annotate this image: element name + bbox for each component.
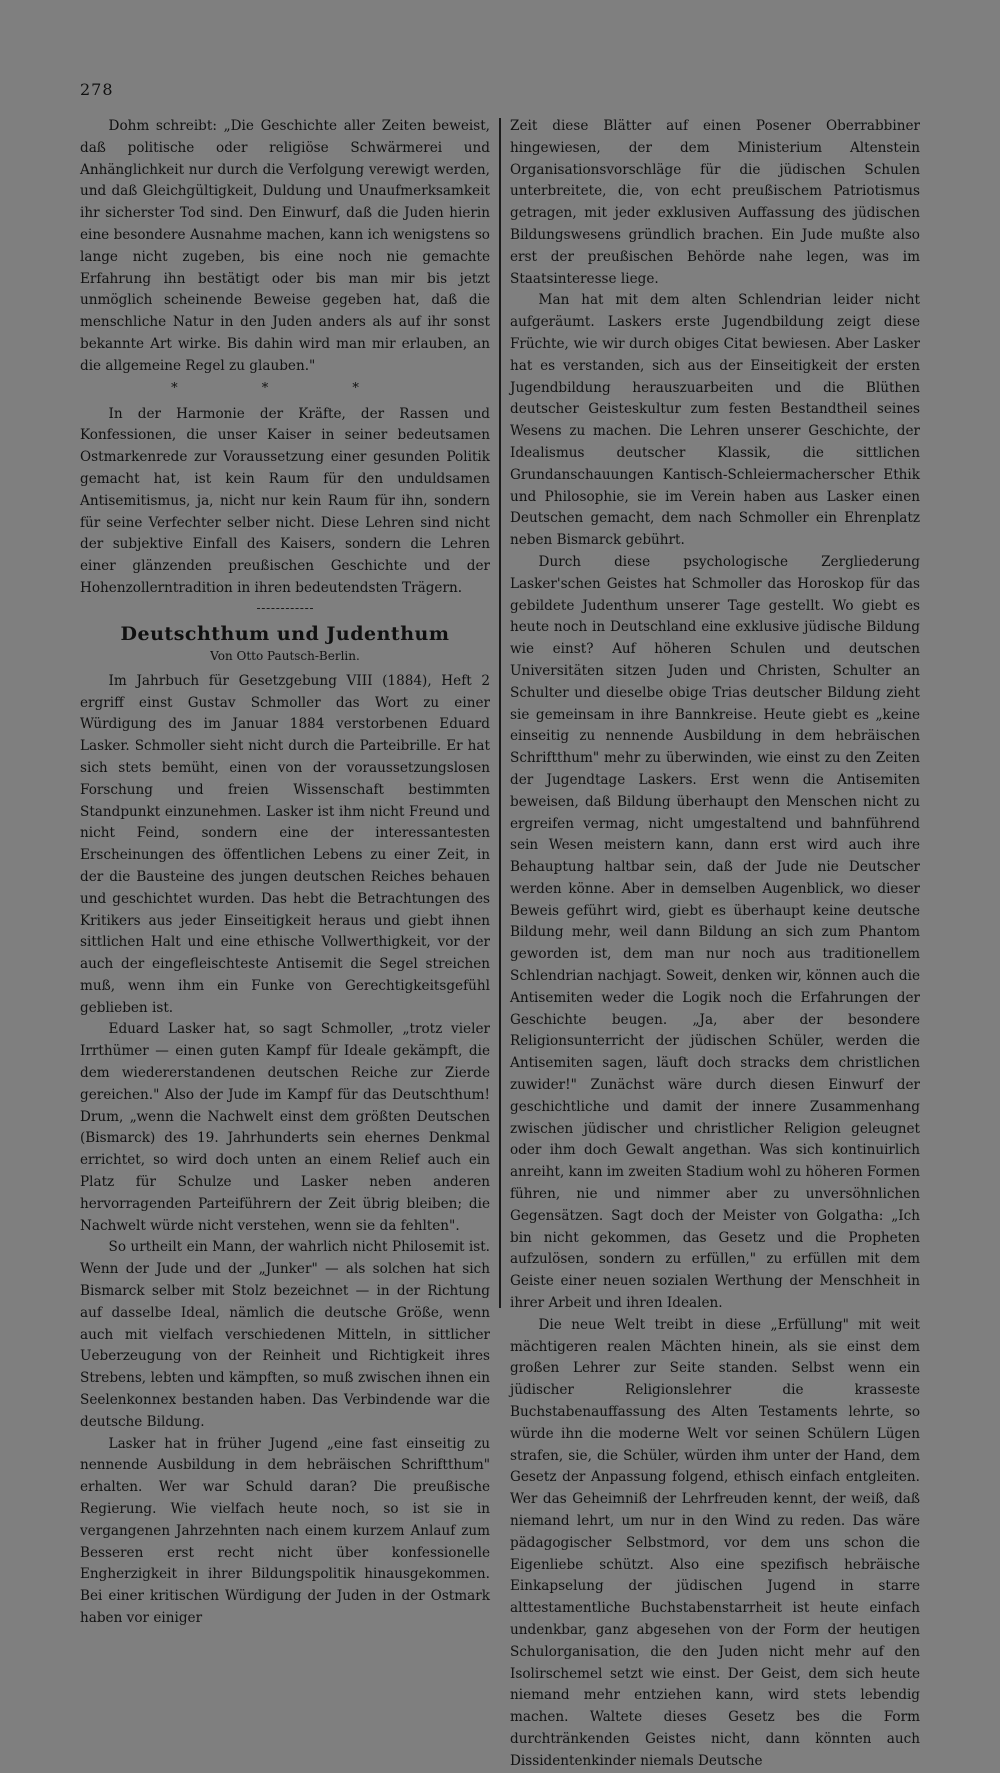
- paragraph: Lasker hat in früher Jugend „eine fast einseitig zu nennende Ausbildung in dem hebräischen Schriftthum" erhalten. Wer war Schuld daran? Die preußische Regierung. Wie vielfach heute noch, so ist sie in vergangenen Jahrzehnten nach einem kurzem Anlauf zum Besseren erst recht nicht über konfessionelle Engherzigkeit in ihrer Bildungspolitik hinausgekommen. Bei einer kritischen Würdigung der Juden in der Ostmark haben vor einiger: [80, 1435, 490, 1626]
- paragraph: Zeit diese Blätter auf einen Posener Oberrabbiner hingewiesen, der dem Ministerium Altenstein Organisationsvorschläge für die jüdischen Schulen unterbreitete, die, von echt preußischem Patriotismus getragen, mit jeder exklusiven Auffassung des jüdischen Bildungswesens gründlich brachen. Ein Jude mußte also erst der preußischen Behörde nahe legen, was im Staatsinteresse liege.: [510, 118, 920, 287]
- right-column: [510, 116, 920, 1773]
- left-column: [80, 116, 490, 1630]
- paragraph: Im Jahrbuch für Gesetzgebung VIII (1884), Heft 2 ergriff einst Gustav Schmoller das Wort zu einer Würdigung des im Januar 1884 verstorbenen Eduard Lasker. Schmoller sieht nicht durch die Parteibrille. Er hat sich stets bemüht, einen von der voraussetzungslosen Forschung und freien Wissenschaft bestimmten Standpunkt einzunehmen. Lasker ist ihm nicht Freund und nicht Feind, sondern eine der interessantesten Erscheinungen des öffentlichen Lebens zu einer Zeit, in der die Bausteine des jungen deutschen Reiches behauen und geschichtet wurden. Das hebt die Betrachtungen des Kritikers aus jeder Einseitigkeit heraus und giebt ihnen sittlichen Halt und eine ethische Vollwerthigkeit, vor der auch der eingefleischteste Antisemit die Segel streichen muß, wenn ihm ein Funke von Gerechtigkeitsgefühl geblieben ist.: [80, 672, 490, 1016]
- paragraph: Die neue Welt treibt in diese „Erfüllung" mit weit mächtigeren realen Mächten hinein, als sie einst dem großen Lehrer zur Seite standen. Selbst wenn ein jüdischer Religionslehrer die krasseste Buchstabenauffassung des Alten Testaments lehrte, so würde ihn die moderne Welt vor seinen Schülern Lügen strafen, sie, die Schüler, würden ihm unter der Hand, dem Gesetz der Anpassung folgend, ethisch einfach entgleiten. Wer das Geheimniß der Lehrfreuden kennt, der weiß, daß niemand lehrt, um nur in den Wind zu reden. Das wäre pädagogischer Selbstmord, vor dem uns schon die Eigenliebe schützt. Also eine spezifisch hebräische Einkapselung der jüdischen Jugend in starre alttestamentliche Buchstabenstarrheit ist heute einfach undenkbar, ganz abgesehen von der Form der heutigen Schulorganisation, die den Juden nicht mehr auf den Isolirschemel setzt wie einst. Der Geist, dem sich heute niemand mehr entziehen kann, wird stets lebendig machen. Waltete dieses Gesetz bes die Form durchtränkenden Geistes nicht, dann könnten auch Dissidentenkinder niemals Deutsche: [510, 1316, 920, 1769]
- column-divider: [499, 118, 501, 1308]
- article-title: Deutschthum und Judenthum: [120, 622, 450, 645]
- page-number: 278: [80, 80, 114, 99]
- paragraph: In der Harmonie der Kräfte, der Rassen und Konfessionen, die unser Kaiser in seiner bedeutsamen Ostmarkenrede zur Voraussetzung einer gesunden Politik gemacht hat, ist kein Raum für den unduldsamen Antisemitismus, ja, nicht nur kein Raum für ihn, sondern für seine Verfechter selber nicht. Diese Lehren sind nicht der subjektive Einfall des Kaisers, sondern die Lehren einer glänzenden preußischen Geschichte und der Hohenzollerntradition in ihren bedeutendsten Trägern.: [80, 405, 490, 596]
- paragraph: Durch diese psychologische Zergliederung Lasker'schen Geistes hat Schmoller das Horoskop für das gebildete Judenthum unserer Tage gestellt. Wo giebt es heute noch in Deutschland eine exklusive jüdische Bildung wie einst? Auf höheren Schulen und deutschen Universitäten sitzen Juden und Christen, Schulter an Schulter und dieselbe obige Trias deutscher Bildung zieht sie gemeinsam in ihre Bannkreise. Heute giebt es „keine einseitig zu nennende Ausbildung in dem hebräischen Schriftthum" mehr zu überwinden, wie einst zu den Zeiten der Jugendtage Laskers. Erst wenn die Antisemiten beweisen, daß Bildung überhaupt den Menschen nicht zu ergreifen vermag, nicht umgestaltend und bahnführend sein Wesen meistern kann, dann erst wird auch ihre Behauptung haltbar sein, daß der Jude nie Deutscher werden könne. Aber in demselben Augenblick, wo dieser Beweis geführt wird, giebt es überhaupt keine deutsche Bildung mehr, weil dann Bildung an sich zum Phantom geworden ist, dem man nur noch aus traditionellem Schlendrian nachjagt. Soweit, denken wir, können auch die Antisemiten weder die Logik noch die Erfahrungen der Geschichte beugen. „Ja, aber der besondere Religionsunterricht der jüdischen Schüler, werden die Antisemiten sagen, läuft doch stracks dem christlichen zuwider!" Zunächst wäre durch diesen Einwurf der geschichtliche und damit der innere Zusammenhang zwischen jüdischer und christlicher Religion geleugnet oder ihm doch Gewalt angethan. Was sich kontinuirlich anreiht, kann im zweiten Stadium wohl zu höheren Formen führen, nie und nimmer aber zu unversöhnlichen Gegensätzen. Sagt doch der Meister von Golgatha: „Ich bin nicht gekommen, das Gesetz und die Propheten aufzulösen, sondern zu erfüllen," zu erfüllen mit dem Geiste einer neuen sozialen Werthung der Menschheit in ihrer Arbeit und ihren Idealen.: [510, 553, 920, 1312]
- short-divider: [257, 608, 313, 609]
- paragraph: Man hat mit dem alten Schlendrian leider nicht aufgeräumt. Laskers erste Jugendbildung zeigt diese Früchte, wie wir durch obiges Citat bewiesen. Aber Lasker hat es verstanden, sich aus der Einseitigkeit der ersten Jugendbildung herauszuarbeiten und die Blüthen deutscher Geisteskultur zum festen Bestandtheil seines Wesens zu machen. Die Lehren unserer Geschichte, der Idealismus deutscher Klassik, die sittlichen Grundanschauungen Kantisch-Schleiermacherscher Ethik und Philosophie, sie im Verein haben aus Lasker einen Deutschen gemacht, dem nach Schmoller ein Ehrenplatz neben Bismarck gebührt.: [510, 292, 920, 549]
- section-separator: * * *: [171, 380, 399, 396]
- article-byline: Von Otto Pautsch-Berlin.: [210, 648, 360, 663]
- paragraph: Dohm schreibt: „Die Geschichte aller Zeiten beweist, daß politische oder religiöse Schwärmerei und Anhänglichkeit nur durch die Verfolgung verewigt werden, und daß Gleichgültigkeit, Duldung und Unaufmerksamkeit ihr sicherster Tod sind. Den Einwurf, daß die Juden hierin eine besondere Ausnahme machen, kann ich wenigstens so lange nicht zugeben, bis eine noch nie gemachte Erfahrung ihn bestätigt oder bis man mir bis jetzt unmöglich scheinende Beweise gegeben hat, daß die menschliche Natur in den Juden anders als auf ihr sonst bekannte Art wirke. Bis dahin wird man mir erlauben, an die allgemeine Regel zu glauben.": [80, 118, 490, 374]
- paragraph: So urtheilt ein Mann, der wahrlich nicht Philosemit ist. Wenn der Jude und der „Junker" — als solchen hat sich Bismarck selber mit Stolz bezeichnet — in der Richtung auf dasselbe Ideal, nämlich die deutsche Größe, wenn auch mit vielfach verschiedenen Mitteln, in sittlicher Ueberzeugung von der Reinheit und Richtigkeit ihres Strebens, lebten und kämpften, so muß zwischen ihnen ein Seelenkonnex bestanden haben. Das Verbindende war die deutsche Bildung.: [80, 1239, 490, 1430]
- paragraph: Eduard Lasker hat, so sagt Schmoller, „trotz vieler Irrthümer — einen guten Kampf für Ideale gekämpft, die dem wiedererstandenen deutschen Reiche zur Zierde gereichen." Also der Jude im Kampf für das Deutschthum! Drum, „wenn die Nachwelt einst dem größten Deutschen (Bismarck) des 19. Jahrhunderts sein ehernes Denkmal errichtet, so wird doch unten an einem Relief auch ein Platz für Schulze und Lasker neben anderen hervorragenden Parteiführern der Zeit übrig bleiben; die Nachwelt würde nicht verstehen, wenn sie da fehlten".: [80, 1021, 490, 1234]
